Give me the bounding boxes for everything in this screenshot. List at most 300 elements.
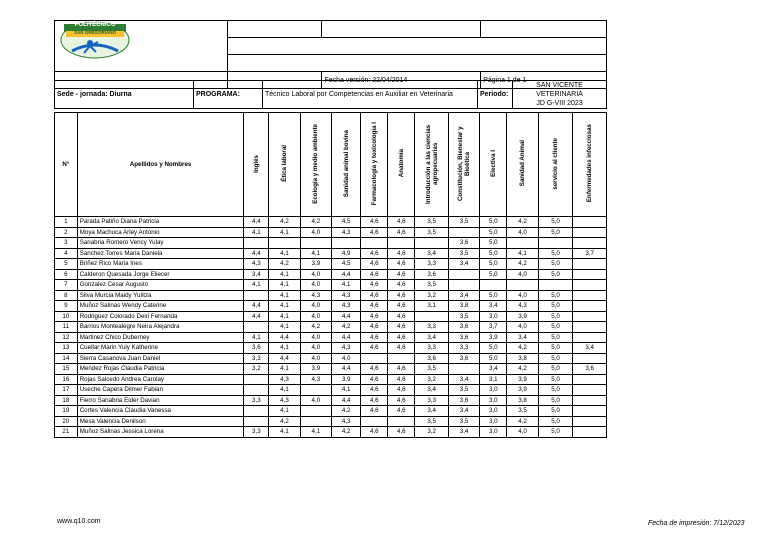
grade-cell: 3,4 [415,406,449,417]
grade-cell: 4,4 [332,311,361,322]
grade-cell: 4,0 [507,322,538,333]
grade-cell [244,238,269,249]
grade-cell [573,259,607,270]
grade-cell: 5,0 [538,290,573,301]
table-row [55,332,607,343]
student-name: Barrios Montealegre Neira Alejandra [77,322,244,333]
grade-cell [448,227,479,238]
grade-cell: 3,2 [415,427,449,438]
row-number: 4 [55,248,78,259]
grade-cell: 5,0 [538,227,573,238]
periodo-value [513,81,607,109]
student-name: Rojas Salcedo Andrea Carolay [77,374,244,385]
grade-cell: 3,7 [573,248,607,259]
grade-cell: 4,6 [388,280,415,291]
grade-cell: 4,6 [361,280,388,291]
grade-cell: 3,9 [300,259,331,270]
student-name: Cuellar Marin Yuly Katherine [77,343,244,354]
grade-cell: 4,3 [332,343,361,354]
grade-cell: 3,0 [480,427,507,438]
table-row [55,301,607,312]
grade-cell: 3,1 [480,374,507,385]
table-row [55,259,607,270]
grade-cell: 4,6 [388,322,415,333]
grade-cell [573,374,607,385]
grade-cell: 3,5 [507,406,538,417]
table-row [55,217,607,228]
grade-cell: 3,6 [573,364,607,375]
grade-cell: 4,6 [388,290,415,301]
student-name: Muñoz Salinas Jessica Lorena [77,427,244,438]
grade-cell: 4,4 [244,301,269,312]
document-header [54,20,607,89]
grade-cell: 3,6 [448,395,479,406]
grade-cell [573,217,607,228]
row-number: 15 [55,364,78,375]
grade-cell [480,280,507,291]
grade-cell: 5,0 [538,385,573,396]
grade-cell: 3,4 [480,364,507,375]
grade-cell: 4,4 [244,248,269,259]
table-row [55,290,607,301]
periodo-line2: JD G-VIII 2023 [536,100,583,107]
grade-cell: 3,5 [415,416,449,427]
subject-header [480,113,507,217]
footer-website: www.q10.com [57,518,101,525]
grade-cell: 5,0 [538,374,573,385]
grade-cell: 3,9 [507,311,538,322]
grade-cell: 5,0 [480,353,507,364]
grade-cell: 4,0 [300,353,331,364]
subject-header [415,113,449,217]
grade-cell: 4,0 [507,269,538,280]
grade-cell [361,416,388,427]
logo-text-bottom: SAN GREGORIANO [73,30,116,35]
student-name: Mesa Valencia Denilson [77,416,244,427]
grade-cell: 4,1 [300,427,331,438]
subject-header [269,113,300,217]
grade-cell [244,406,269,417]
grade-cell: 4,3 [332,227,361,238]
grade-cell: 5,0 [538,353,573,364]
subject-header-label: Electiva I [489,150,497,177]
grade-cell: 3,4 [415,332,449,343]
student-name: Sanchez Torres Maria Daniela [77,248,244,259]
row-number: 6 [55,269,78,280]
grade-cell [573,238,607,249]
grade-cell: 3,9 [300,364,331,375]
row-number: 20 [55,416,78,427]
grade-cell: 3,3 [415,322,449,333]
student-name: Moya Machuca Arley Antonio [77,227,244,238]
grade-cell: 4,6 [388,427,415,438]
grade-cell: 4,9 [332,248,361,259]
subject-header-label: Sanidad animal bovina [342,129,350,198]
student-name: Briñez Rico Maria Ines [77,259,244,270]
grade-cell: 3,3 [415,259,449,270]
student-name: Parada Patiño Diana Patricia [77,217,244,228]
grade-cell: 4,2 [269,416,300,427]
grade-cell: 4,3 [332,301,361,312]
subject-header [448,113,479,217]
grade-cell: 4,6 [361,290,388,301]
grade-cell: 4,1 [269,343,300,354]
grade-cell: 4,0 [507,427,538,438]
grade-cell: 4,6 [388,385,415,396]
row-number: 5 [55,259,78,270]
grade-cell: 4,6 [361,374,388,385]
grade-cell: 3,0 [480,311,507,322]
grade-cell: 4,0 [300,269,331,280]
grade-cell [244,374,269,385]
programa-value: Técnico Laboral por Competencias en Auxiliar en Veterinaria [263,81,478,109]
grade-cell: 4,1 [244,280,269,291]
student-name: Useche Capera Dilmer Fabian [77,385,244,396]
grade-cell: 4,6 [388,364,415,375]
grade-cell [244,385,269,396]
grade-cell: 3,4 [415,248,449,259]
grade-cell: 4,6 [361,332,388,343]
grade-cell: 3,8 [507,353,538,364]
grade-cell [388,353,415,364]
grade-cell [573,385,607,396]
grade-cell: 3,5 [415,280,449,291]
grade-cell: 4,1 [269,269,300,280]
grade-cell [300,416,331,427]
grade-cell: 4,1 [332,280,361,291]
grade-cell [244,322,269,333]
grade-cell: 4,6 [388,374,415,385]
grade-cell: 3,6 [448,332,479,343]
grade-cell: 4,0 [300,395,331,406]
table-row [55,280,607,291]
grade-cell: 4,2 [507,217,538,228]
row-number: 19 [55,406,78,417]
subject-header [332,113,361,217]
grades-table [54,112,607,438]
grade-cell: 3,5 [448,217,479,228]
row-number: 8 [55,290,78,301]
grade-cell: 5,0 [480,269,507,280]
row-number: 7 [55,280,78,291]
grade-cell: 3,4 [448,406,479,417]
grade-cell: 4,1 [269,290,300,301]
grade-cell: 4,2 [269,259,300,270]
grade-cell: 5,0 [538,269,573,280]
grade-cell: 4,6 [361,259,388,270]
subject-header [388,113,415,217]
student-name: Cortes Valencia Claudia Vanessa [77,406,244,417]
grade-cell: 3,4 [573,343,607,354]
grade-cell: 4,1 [269,311,300,322]
grade-cell: 3,6 [415,269,449,280]
grade-cell: 3,9 [507,374,538,385]
logo-text-top: POLITÉCNICO [74,22,116,28]
grade-cell: 4,2 [507,343,538,354]
grade-cell [300,385,331,396]
grade-cell: 5,0 [538,311,573,322]
grade-cell [244,290,269,301]
grade-cell [300,238,331,249]
student-name: Sierra Casanova Juan Daniel [77,353,244,364]
grade-cell: 5,0 [538,406,573,417]
grade-cell: 4,3 [300,290,331,301]
grade-cell [388,416,415,427]
grade-cell: 4,6 [361,322,388,333]
table-row [55,343,607,354]
grade-cell: 4,4 [332,332,361,343]
subject-header [573,113,607,217]
grade-cell [448,269,479,280]
grade-cell: 4,0 [300,301,331,312]
row-number: 14 [55,353,78,364]
grade-cell: 3,6 [415,353,449,364]
grade-cell [244,416,269,427]
grade-cell: 5,0 [480,343,507,354]
grade-cell: 5,0 [538,217,573,228]
grade-cell: 4,4 [332,269,361,280]
grade-cell: 4,6 [361,311,388,322]
subject-header-label: Farmacología y toxicología I [370,121,378,206]
programa-label: PROGRAMA: [194,81,263,109]
table-row [55,395,607,406]
grade-cell: 4,3 [300,374,331,385]
grade-cell: 4,2 [332,406,361,417]
table-row [55,238,607,249]
grade-cell: 4,6 [388,227,415,238]
grade-cell: 5,0 [480,290,507,301]
grade-cell: 4,6 [361,395,388,406]
version-label: Fecha versión: 22/04/2014 [322,72,481,89]
grade-cell: 3,2 [415,374,449,385]
grade-cell [573,427,607,438]
grade-cell: 3,0 [480,385,507,396]
subject-header [244,113,269,217]
grade-cell: 4,4 [244,311,269,322]
table-row [55,353,607,364]
grade-cell: 3,4 [507,332,538,343]
grade-cell: 4,6 [388,269,415,280]
grade-cell: 3,3 [244,427,269,438]
grade-cell: 4,4 [244,217,269,228]
grade-cell [332,238,361,249]
grade-cell [448,364,479,375]
table-row [55,374,607,385]
program-info [54,80,607,109]
grade-cell: 5,0 [538,301,573,312]
subject-header [300,113,331,217]
grade-cell: 3,5 [415,227,449,238]
row-number: 9 [55,301,78,312]
grade-cell: 4,3 [332,290,361,301]
grade-cell: 3,6 [448,353,479,364]
grade-cell: 3,9 [480,332,507,343]
subject-header-label: Enfermedades infecciosas [586,124,594,203]
subject-header-label: Anatomía [397,149,405,178]
student-name: Gonzalez Cesar Augusto [77,280,244,291]
grade-cell: 4,0 [300,280,331,291]
grade-cell: 3,0 [480,416,507,427]
grade-cell: 4,0 [507,227,538,238]
student-name: Martinez Chico Duberney [77,332,244,343]
subject-header-label: Ecología y medio ambiente [312,123,320,204]
grade-cell: 3,9 [507,385,538,396]
grade-cell: 4,3 [332,416,361,427]
grade-cell: 4,2 [332,427,361,438]
grade-cell: 4,0 [300,227,331,238]
grade-cell: 4,2 [300,217,331,228]
grade-cell: 4,3 [507,301,538,312]
grade-cell: 5,0 [480,227,507,238]
grade-cell: 3,3 [415,395,449,406]
grade-cell: 3,5 [415,364,449,375]
grade-cell: 4,6 [388,248,415,259]
subject-header [507,113,538,217]
grade-cell: 5,0 [538,416,573,427]
student-name: Rodriguez Colorado Deiri Fernanda [77,311,244,322]
grade-cell: 4,3 [269,395,300,406]
grade-cell: 4,4 [269,353,300,364]
grade-cell [573,311,607,322]
grade-cell: 4,2 [300,322,331,333]
grade-cell: 4,6 [388,343,415,354]
grade-cell: 4,6 [361,248,388,259]
col-name-header: Apellidos y Nombres [77,113,244,217]
grade-cell [573,269,607,280]
grade-cell: 3,3 [415,343,449,354]
subject-header-label: Introducción a las ciencias agropecuarias [424,123,439,204]
row-number: 17 [55,385,78,396]
grade-cell: 3,5 [415,217,449,228]
footer-print-date: Fecha de impresión: 7/12/2023 [648,520,745,527]
grade-cell: 4,1 [269,385,300,396]
grade-cell: 4,0 [332,353,361,364]
sede-label: Sede - jornada: Diurna [55,81,194,109]
grade-cell: 5,0 [480,248,507,259]
grade-cell: 3,2 [244,364,269,375]
student-name: Silva Murcia Maidy Yulitza [77,290,244,301]
grade-cell: 5,0 [538,343,573,354]
grade-cell: 4,0 [300,311,331,322]
grade-cell: 5,0 [538,427,573,438]
grade-cell [415,238,449,249]
subject-header-label: Inglés [252,154,260,173]
table-row [55,269,607,280]
grade-cell: 4,6 [361,227,388,238]
grade-cell: 5,0 [538,364,573,375]
grade-cell: 4,1 [244,332,269,343]
grade-cell: 4,2 [507,259,538,270]
grade-cell: 3,4 [448,290,479,301]
grade-cell: 3,5 [448,416,479,427]
grade-cell: 4,1 [269,248,300,259]
grade-cell: 4,1 [269,406,300,417]
grade-cell: 3,5 [448,311,479,322]
subject-header-label: Ética laboral [280,145,288,182]
grade-cell: 4,0 [300,332,331,343]
grade-cell: 3,3 [244,353,269,364]
table-row [55,406,607,417]
grade-cell: 4,2 [507,416,538,427]
table-row [55,385,607,396]
grade-cell: 4,6 [388,311,415,322]
subject-header-label: Constitución, Bienestar y Bioética [457,126,472,201]
grade-cell: 3,3 [244,395,269,406]
grade-cell: 3,0 [480,406,507,417]
page-label: Página 1 de 1 [481,72,607,89]
grade-cell [538,238,573,249]
grade-cell: 3,5 [448,385,479,396]
row-number: 12 [55,332,78,343]
grade-cell: 5,0 [480,259,507,270]
grade-cell: 3,6 [448,322,479,333]
grade-cell: 3,4 [448,259,479,270]
grade-cell [573,353,607,364]
grade-cell: 4,0 [300,343,331,354]
grade-cell [573,301,607,312]
grade-cell: 3,6 [448,238,479,249]
grade-cell: 3,4 [244,269,269,280]
grade-cell: 3,0 [480,395,507,406]
grade-cell: 4,6 [361,343,388,354]
grade-cell: 4,4 [332,395,361,406]
grade-cell [507,280,538,291]
grade-cell: 4,6 [388,259,415,270]
table-row [55,227,607,238]
grade-cell: 4,6 [388,395,415,406]
table-row [55,248,607,259]
grade-cell: 3,7 [480,322,507,333]
grade-cell: 5,0 [480,217,507,228]
col-number-header: N° [55,113,78,217]
grade-cell: 3,6 [244,343,269,354]
grade-cell: 4,1 [269,280,300,291]
periodo-label: Periodo: [478,81,513,109]
grade-cell: 3,4 [448,427,479,438]
grade-cell [538,280,573,291]
grade-cell: 3,4 [415,385,449,396]
grade-cell: 4,1 [244,227,269,238]
grade-cell: 4,5 [332,259,361,270]
grade-cell: 4,0 [507,290,538,301]
grade-cell: 4,3 [244,259,269,270]
grade-cell: 4,4 [332,364,361,375]
grade-cell [507,238,538,249]
grade-cell: 5,0 [480,238,507,249]
periodo-line1: SAN VICENTE VETERINARIA [536,82,583,98]
subject-header-label: servicio al cliente [552,137,559,190]
grade-cell: 3,8 [448,301,479,312]
grade-cell [269,238,300,249]
grade-cell: 4,4 [269,332,300,343]
grade-cell: 3,3 [448,343,479,354]
student-name: Fierro Sanabria Eider Davian [77,395,244,406]
grade-cell [573,280,607,291]
grade-cell [573,322,607,333]
subject-header [361,113,388,217]
grade-cell [573,395,607,406]
table-row [55,364,607,375]
grade-cell: 3,4 [480,301,507,312]
grade-cell: 4,2 [332,322,361,333]
grade-cell: 4,2 [507,364,538,375]
grade-cell: 4,6 [361,301,388,312]
row-number: 11 [55,322,78,333]
grade-cell: 4,1 [269,364,300,375]
grade-cell [361,238,388,249]
grade-cell: 5,0 [538,248,573,259]
grade-cell: 4,6 [361,406,388,417]
